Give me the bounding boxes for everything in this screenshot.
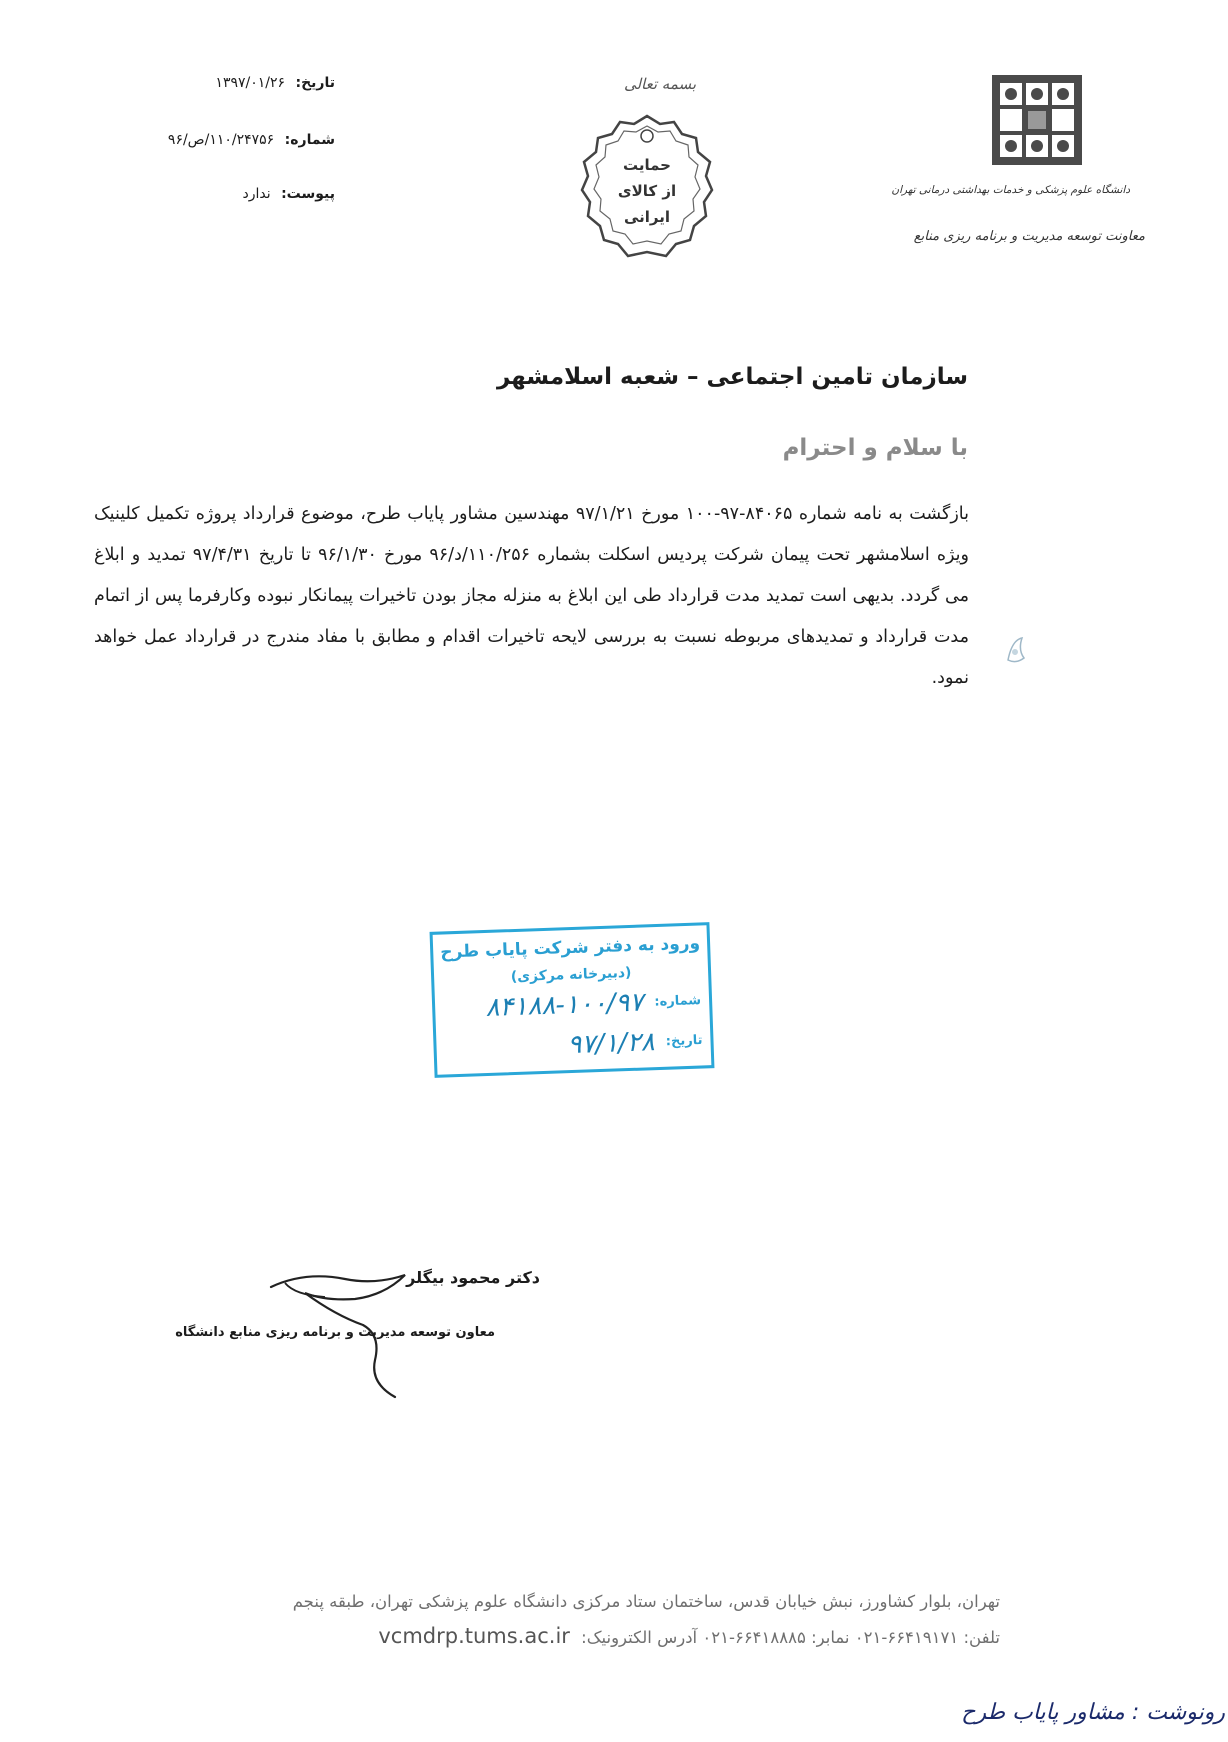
- svg-text:از کالای: از کالای: [617, 182, 677, 200]
- attachment-row: [185, 186, 335, 202]
- stamp-number-value: ۱۰۰/۹۷-۸۴۱۸۸: [485, 987, 644, 1024]
- support-iranian-goods-emblem: [578, 110, 716, 262]
- stamp-date-row: [446, 1025, 703, 1064]
- deputy-name: معاونت توسعه مدیریت و برنامه ریزی منابع: [913, 229, 1145, 244]
- date-label: تاریخ:: [295, 75, 335, 91]
- footer-website: vcmdrp.tums.ac.ir: [378, 1624, 570, 1648]
- university-name: دانشگاه علوم پزشکی و خدمات بهداشتی درمانی تهران: [891, 184, 1130, 196]
- margin-mark-icon: [1000, 630, 1030, 670]
- letter-body: بازگشت به نامه شماره ۸۴۰۶۵-۹۷-۱۰۰ مورخ ۹۷/۱/۲۱ مهندسین مشاور پایاب طرح، موضوع قرارداد پروژه تکمیل کلینیک ویژه اسلامشهر تحت پیمان شرکت پردیس اسکلت بشماره ۱۱۰/۲۵۶/د/۹۶ مورخ ۹۶/۱/۳۰ تا تاریخ ۹۷/۴/۳۱ تمدید و ابلاغ می گردد. بدیهی است تمدید مدت قرارداد طی این ابلاغ به منزله مجاز بودن تاخیرات پیمانکار نبوده وکارفرما پس از اتمام مدت قرارداد و تمدیدهای مربوطه نسبت به بررسی لایحه تاخیرات اقدام و مطابق با مفاد مندرج در قرارداد عمل خواهد نمود.: [94, 504, 969, 688]
- signatory-name: دکتر محمود بیگلر: [406, 1268, 540, 1287]
- stamp-date-label: تاریخ:: [665, 1032, 703, 1050]
- cc-note: رونوشت : مشاور پایاب طرح: [961, 1700, 1225, 1725]
- signatory-title: معاون توسعه مدیریت و برنامه ریزی منابع دانشگاه: [175, 1325, 495, 1340]
- footer-contact-row: [150, 1624, 1000, 1648]
- greeting: با سلام و احترام: [782, 435, 968, 461]
- svg-text:ایرانی: ایرانی: [623, 208, 671, 226]
- university-logo: [990, 73, 1084, 167]
- stamp-title: ورود به دفتر شرکت پایاب طرح: [439, 933, 701, 963]
- number-value: ۱۱۰/۲۴۷۵۶/ص/۹۶: [167, 132, 275, 148]
- stamp-number-label: شماره:: [654, 992, 702, 1010]
- attachment-label: پیوست:: [281, 186, 335, 202]
- stamp-subtitle: (دبیرخانه مرکزی): [510, 964, 632, 986]
- number-row: [167, 132, 335, 148]
- recipient: سازمان تامین اجتماعی – شعبه اسلامشهر: [496, 364, 968, 390]
- footer-address: تهران، بلوار کشاورز، نبش خیابان قدس، ساختمان ستاد مرکزی دانشگاه علوم پزشکی تهران، طبقه پنجم: [292, 1592, 1000, 1611]
- receipt-stamp: [430, 922, 715, 1078]
- stamp-number-row: [445, 986, 702, 1025]
- bismillah: بسمه تعالی: [623, 75, 697, 93]
- footer-contact: تلفن: ۶۶۴۱۹۱۷۱-۰۲۱ نمابر: ۶۶۴۱۸۸۸۵-۰۲۱ آدرس الکترونیک:: [581, 1628, 1000, 1647]
- date-row: [185, 75, 335, 91]
- number-label: شماره:: [284, 132, 335, 148]
- stamp-date-value: ۹۷/۱/۲۸: [566, 1027, 656, 1061]
- attachment-value: ندارد: [242, 186, 271, 202]
- date-value: ۱۳۹۷/۰۱/۲۶: [215, 75, 286, 91]
- svg-text:حمایت: حمایت: [622, 156, 672, 174]
